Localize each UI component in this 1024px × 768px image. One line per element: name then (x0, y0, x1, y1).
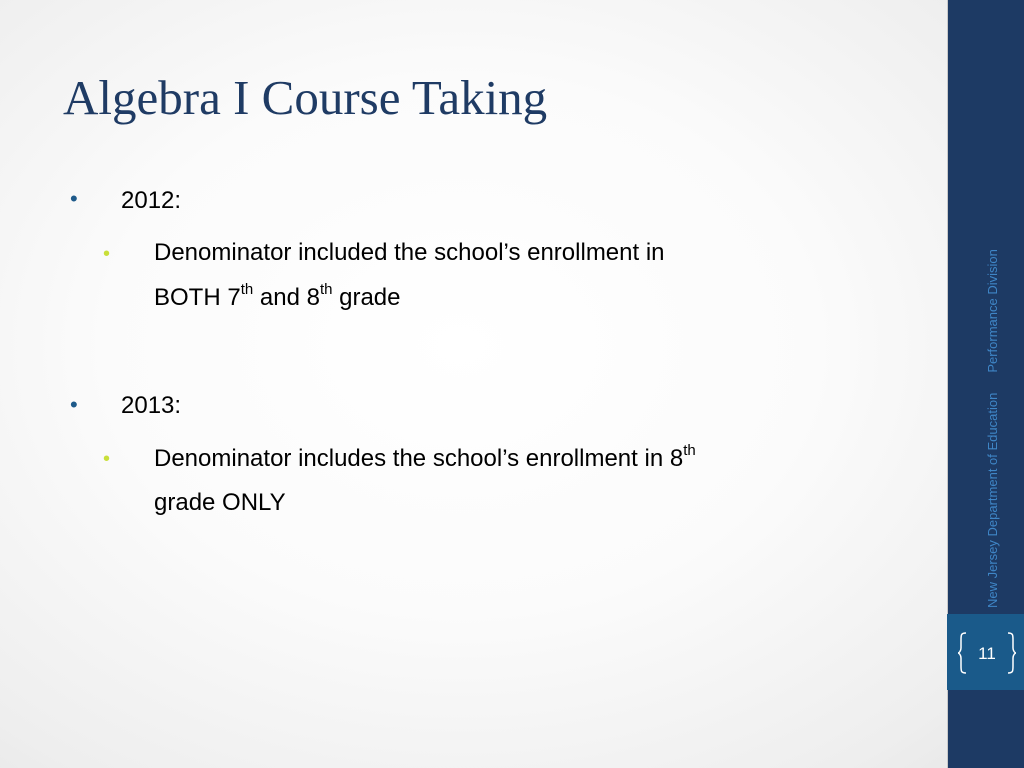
sub-item-text: BOTH 7 (154, 284, 241, 311)
superscript: th (319, 281, 333, 298)
sub-item-text: Denominator includes the school’s enrollment in 8 (154, 445, 684, 472)
sub-item-text: grade (332, 284, 401, 311)
sub-bullet-icon: • (103, 243, 111, 265)
sub-item-text: Denominator included the school’s enrollment in (154, 239, 665, 266)
slide-title: Algebra I Course Taking (63, 70, 548, 125)
superscript: th (683, 442, 696, 459)
sub-bullet-icon: • (103, 448, 111, 470)
superscript: th (240, 281, 254, 298)
page-number: 11 (978, 644, 996, 663)
list-item-label: 2012: (121, 187, 182, 214)
sub-item-line-1 (154, 436, 696, 481)
bullet-icon: • (70, 392, 78, 417)
sub-item-line-1 (154, 230, 665, 275)
bullet-icon: • (70, 186, 78, 211)
footer-org: New Jersey Department of Education (985, 392, 1000, 608)
sub-item-text: grade ONLY (154, 489, 286, 516)
sub-item-line-2 (154, 480, 286, 525)
list-item-label: 2013: (121, 392, 182, 419)
sub-item-text: and 8 (253, 284, 320, 311)
footer-text (985, 249, 1000, 608)
sub-item-line-2 (154, 275, 401, 320)
footer-division: Performance Division (985, 249, 1000, 373)
